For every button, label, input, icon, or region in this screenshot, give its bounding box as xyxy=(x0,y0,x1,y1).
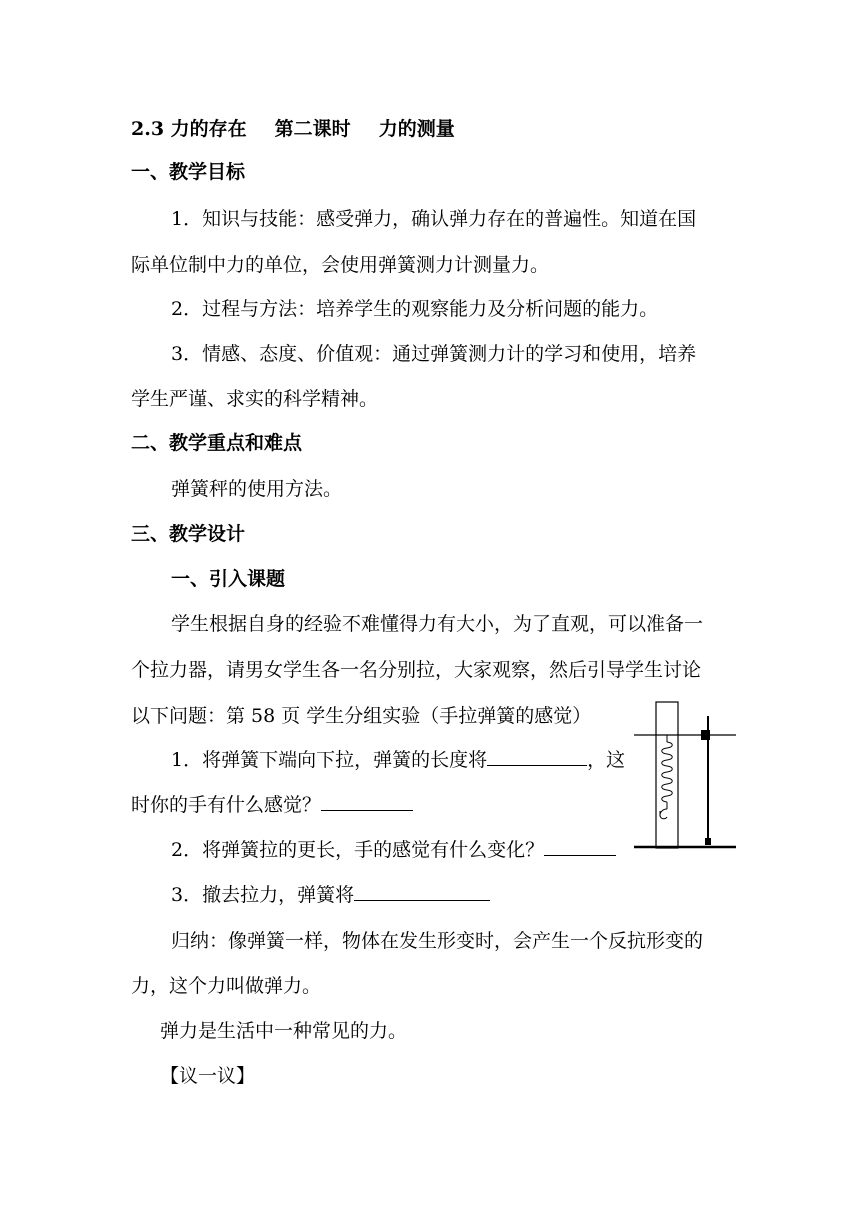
title-section: 2.3 力的存在 xyxy=(131,118,247,140)
discuss-heading: 【议一议】 xyxy=(160,1065,256,1087)
question-1-line-2 xyxy=(131,792,413,818)
answer-blank-4[interactable] xyxy=(354,882,490,901)
subheading-intro: 一、引入课题 xyxy=(171,568,286,590)
spring-stand-figure xyxy=(632,696,742,861)
question-3 xyxy=(171,882,490,908)
question-1-text-2: 时你的手有什么感觉？ xyxy=(131,794,322,816)
heading-key-points: 二、教学重点和难点 xyxy=(131,432,303,454)
heading-teaching-design: 三、教学设计 xyxy=(131,523,246,545)
answer-blank-1[interactable] xyxy=(487,747,587,766)
summary-line-2: 力，这个力叫做弹力。 xyxy=(131,975,322,997)
question-1-line-1 xyxy=(171,747,625,773)
title-lesson: 第二课时 xyxy=(274,118,351,140)
goal-1-line-1: 1．知识与技能：感受弹力，确认弹力存在的普遍性。知道在国 xyxy=(171,208,697,230)
intro-line-2: 个拉力器，请男女学生各一名分别拉，大家观察，然后引导学生讨论 xyxy=(131,659,702,681)
question-1-text-end: ，这 xyxy=(587,749,626,771)
intro-line-1: 学生根据自身的经验不难懂得力有大小，为了直观，可以准备一 xyxy=(171,613,704,635)
summary-line-1: 归纳：像弹簧一样，物体在发生形变时，会产生一个反抗形变的 xyxy=(171,930,704,952)
key-point-text: 弹簧秤的使用方法。 xyxy=(171,478,343,500)
question-2 xyxy=(171,837,616,863)
goal-2: 2．过程与方法：培养学生的观察能力及分析问题的能力。 xyxy=(171,298,659,320)
page-title xyxy=(131,116,455,142)
question-3-text: 3．撤去拉力，弹簧将 xyxy=(171,884,355,906)
question-1-text: 1．将弹簧下端向下拉，弹簧的长度将 xyxy=(171,749,488,771)
elastic-note: 弹力是生活中一种常见的力。 xyxy=(160,1020,408,1042)
goal-3-line-2: 学生严谨、求实的科学精神。 xyxy=(131,388,379,410)
heading-teaching-goals: 一、教学目标 xyxy=(131,161,246,183)
goal-1-line-2: 际单位制中力的单位，会使用弹簧测力计测量力。 xyxy=(131,254,550,276)
answer-blank-2[interactable] xyxy=(321,792,413,811)
intro-line-3: 以下问题：第 58 页 学生分组实验（手拉弹簧的感觉） xyxy=(131,705,592,727)
title-topic: 力的测量 xyxy=(378,118,455,140)
answer-blank-3[interactable] xyxy=(544,837,616,856)
goal-3-line-1: 3．情感、态度、价值观：通过弹簧测力计的学习和使用，培养 xyxy=(171,343,697,365)
question-2-text: 2．将弹簧拉的更长，手的感觉有什么变化？ xyxy=(171,839,545,861)
spring-stand-icon xyxy=(632,696,742,856)
